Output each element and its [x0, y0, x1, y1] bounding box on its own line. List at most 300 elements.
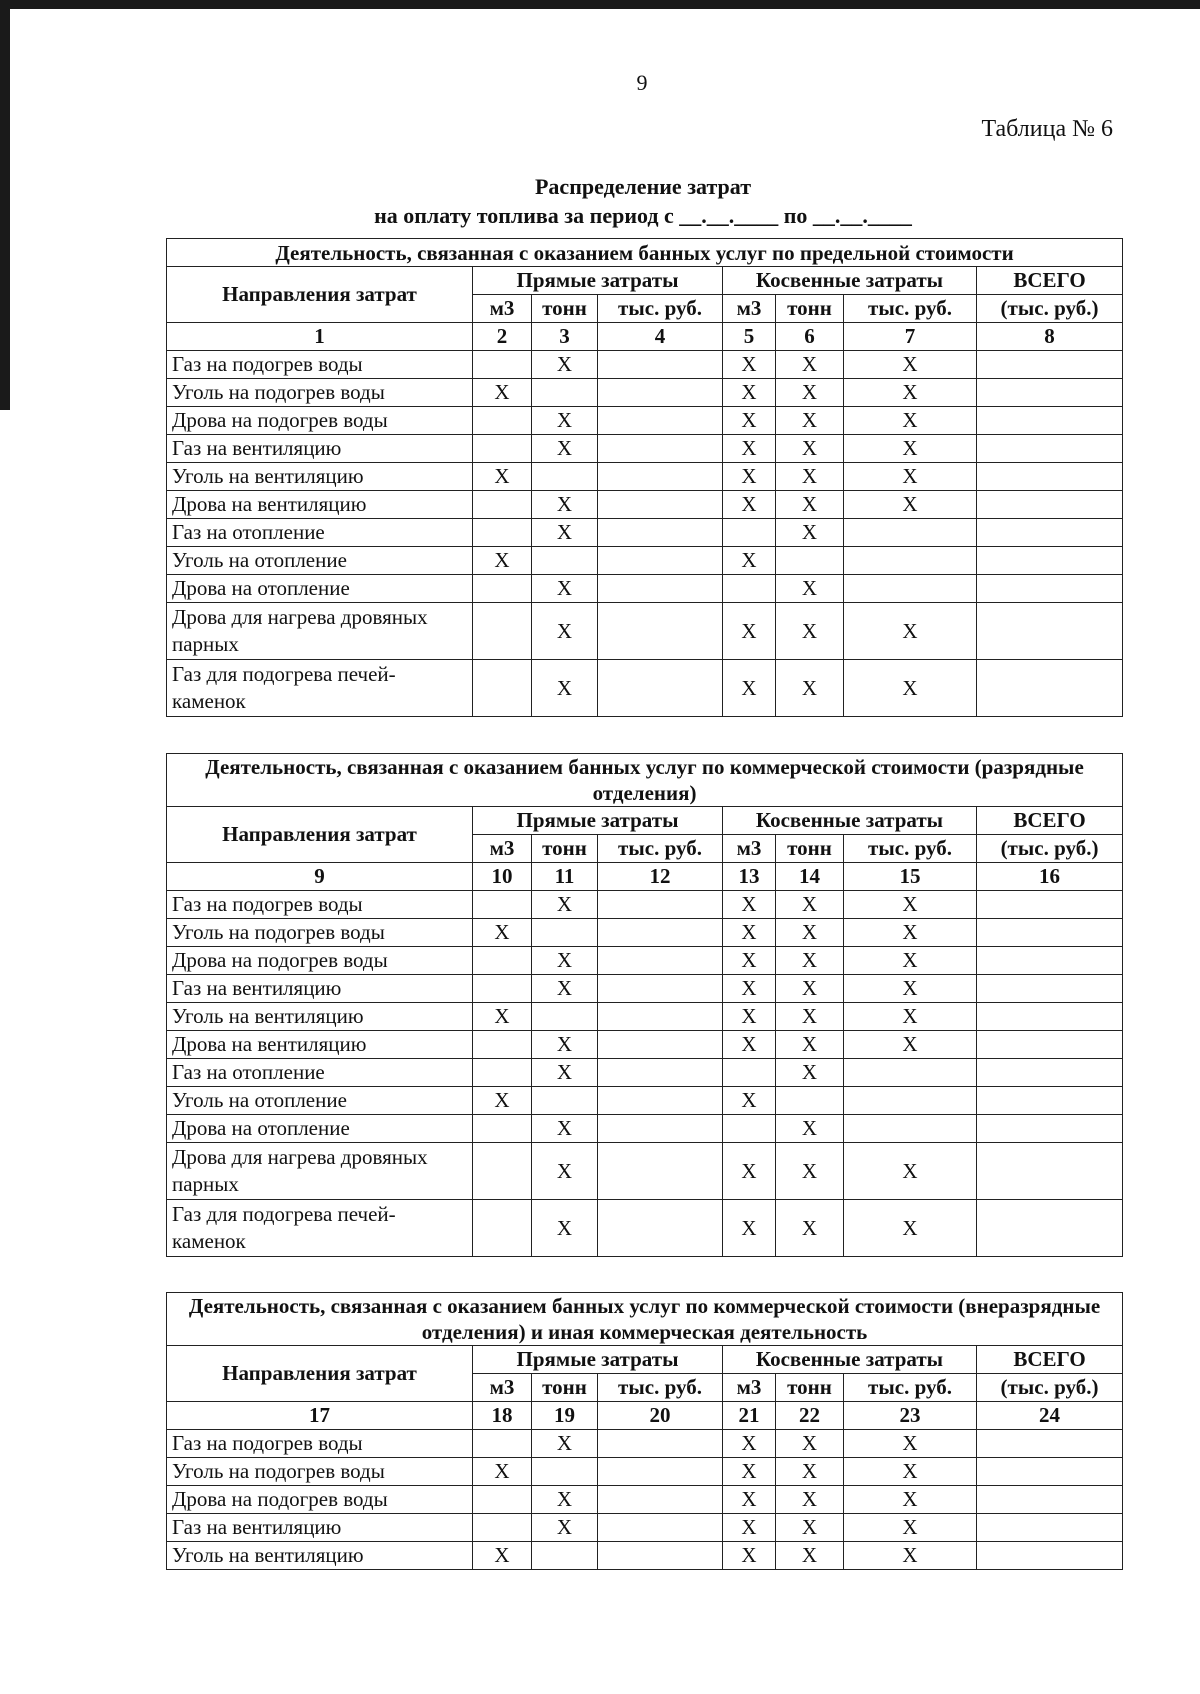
table-cell	[598, 1486, 723, 1514]
table-cell: X	[776, 379, 844, 407]
table-row	[167, 1087, 1123, 1115]
row-name: Дрова для нагрева дровяных парных	[167, 1143, 473, 1200]
table-cell	[598, 1430, 723, 1458]
column-number: 8	[977, 323, 1123, 351]
table-row	[167, 947, 1123, 975]
cost-table-2	[166, 753, 1123, 1257]
table-cell: X	[532, 603, 598, 660]
table-cell	[598, 1059, 723, 1087]
cost-table-1	[166, 238, 1123, 717]
header-indirect-costs: Косвенные затраты	[723, 1346, 977, 1374]
table-cell: X	[723, 407, 776, 435]
row-name: Газ для подогрева печей-каменок	[167, 1200, 473, 1257]
table-row	[167, 975, 1123, 1003]
subheader-tons: тонн	[532, 295, 598, 323]
table-cell: X	[844, 379, 977, 407]
subheader-m3: м3	[723, 295, 776, 323]
table-label: Таблица № 6	[981, 116, 1113, 142]
table-cell: X	[723, 1031, 776, 1059]
table-row	[167, 351, 1123, 379]
table-row	[167, 1003, 1123, 1031]
table-cell	[473, 575, 532, 603]
row-name: Уголь на отопление	[167, 1087, 473, 1115]
table-cell: X	[532, 1430, 598, 1458]
table-cell	[532, 547, 598, 575]
table-row	[167, 1514, 1123, 1542]
table-cell	[977, 947, 1123, 975]
table-cell	[598, 351, 723, 379]
table-cell: X	[844, 1542, 977, 1570]
table-cell: X	[776, 975, 844, 1003]
table-row	[167, 1143, 1123, 1200]
table-cell: X	[532, 575, 598, 603]
table-cell: X	[844, 1200, 977, 1257]
table-cell: X	[473, 547, 532, 575]
table-cell: X	[723, 891, 776, 919]
subheader-tons: тонн	[532, 1374, 598, 1402]
table-cell	[776, 547, 844, 575]
table-row	[167, 1486, 1123, 1514]
table-cell: X	[844, 1003, 977, 1031]
table-cell: X	[844, 1143, 977, 1200]
table-cell	[598, 435, 723, 463]
table-cell: X	[723, 379, 776, 407]
table-cell: X	[844, 407, 977, 435]
table-cell: X	[723, 660, 776, 717]
table-cell	[473, 1143, 532, 1200]
table-cell	[532, 379, 598, 407]
table-cell: X	[844, 491, 977, 519]
table-row	[167, 519, 1123, 547]
scan-edge-left	[0, 0, 10, 410]
row-name: Газ на подогрев воды	[167, 351, 473, 379]
header-total-unit: (тыс. руб.)	[977, 295, 1123, 323]
table-cell: X	[776, 660, 844, 717]
table-cell: X	[776, 1003, 844, 1031]
table-cell	[977, 1200, 1123, 1257]
row-name: Дрова на вентиляцию	[167, 1031, 473, 1059]
row-name: Газ на отопление	[167, 1059, 473, 1087]
title-line-2: на оплату топлива за период с __.__.____ по __.__.____	[374, 203, 912, 228]
table-cell	[473, 491, 532, 519]
subheader-rub: тыс. руб.	[598, 835, 723, 863]
table-row	[167, 491, 1123, 519]
table-cell	[598, 407, 723, 435]
column-number: 13	[723, 863, 776, 891]
table-cell	[977, 919, 1123, 947]
table-cell	[844, 575, 977, 603]
table-cell	[977, 660, 1123, 717]
table-cell: X	[723, 1143, 776, 1200]
subheader-m3: м3	[723, 1374, 776, 1402]
row-name: Газ на вентиляцию	[167, 975, 473, 1003]
page-number: 9	[636, 70, 648, 95]
table-cell	[977, 1430, 1123, 1458]
table-cell	[977, 1542, 1123, 1570]
table-cell	[532, 1003, 598, 1031]
table-cell: X	[723, 1458, 776, 1486]
table-cell: X	[776, 1542, 844, 1570]
column-number: 23	[844, 1402, 977, 1430]
table-cell: X	[532, 1059, 598, 1087]
header-direct-costs: Прямые затраты	[473, 807, 723, 835]
header-row	[167, 807, 1123, 835]
table-cell	[598, 1514, 723, 1542]
table-cell	[473, 660, 532, 717]
table-cell	[977, 547, 1123, 575]
table-cell	[598, 1087, 723, 1115]
table-cell: X	[844, 463, 977, 491]
table-row	[167, 463, 1123, 491]
header-directions: Направления затрат	[167, 267, 473, 323]
table-cell: X	[532, 947, 598, 975]
table-cell: X	[723, 491, 776, 519]
table-cell: X	[844, 919, 977, 947]
table-cell: X	[776, 1143, 844, 1200]
table-cell: X	[844, 1486, 977, 1514]
column-number: 24	[977, 1402, 1123, 1430]
table-cell: X	[723, 1200, 776, 1257]
table-cell: X	[723, 1087, 776, 1115]
table-cell: X	[776, 1458, 844, 1486]
subheader-m3: м3	[473, 1374, 532, 1402]
table-cell: X	[532, 407, 598, 435]
column-number: 14	[776, 863, 844, 891]
column-number: 21	[723, 1402, 776, 1430]
table-cell	[977, 1514, 1123, 1542]
document-title	[166, 172, 1120, 230]
header-total: ВСЕГО	[977, 1346, 1123, 1374]
header-direct-costs: Прямые затраты	[473, 267, 723, 295]
row-name: Газ на вентиляцию	[167, 1514, 473, 1542]
row-name: Дрова для нагрева дровяных парных	[167, 603, 473, 660]
table-cell	[598, 575, 723, 603]
section-title-row	[167, 1293, 1123, 1346]
table-cell: X	[532, 1200, 598, 1257]
table-cell	[723, 1059, 776, 1087]
section-title: Деятельность, связанная с оказанием банных услуг по предельной стоимости	[167, 239, 1123, 267]
table-cell	[598, 519, 723, 547]
table-cell	[473, 1200, 532, 1257]
table-cell	[723, 575, 776, 603]
table-cell: X	[776, 1200, 844, 1257]
subheader-m3: м3	[473, 295, 532, 323]
table-cell: X	[723, 435, 776, 463]
table-cell: X	[776, 407, 844, 435]
table-cell	[723, 1115, 776, 1143]
section-title-row	[167, 754, 1123, 807]
table-cell	[473, 891, 532, 919]
table-cell: X	[844, 1458, 977, 1486]
table-cell: X	[844, 660, 977, 717]
column-numbers-row	[167, 323, 1123, 351]
column-number: 17	[167, 1402, 473, 1430]
table-cell	[776, 1087, 844, 1115]
table-cell	[473, 1059, 532, 1087]
table-row	[167, 1031, 1123, 1059]
row-name: Уголь на подогрев воды	[167, 379, 473, 407]
table-cell: X	[723, 919, 776, 947]
table-cell	[977, 575, 1123, 603]
table-cell: X	[473, 1087, 532, 1115]
table-cell: X	[776, 491, 844, 519]
table-cell: X	[723, 603, 776, 660]
table-cell	[473, 603, 532, 660]
table-cell	[598, 947, 723, 975]
table-cell: X	[844, 1514, 977, 1542]
row-name: Дрова на отопление	[167, 575, 473, 603]
subheader-tons: тонн	[776, 835, 844, 863]
table-cell: X	[776, 435, 844, 463]
table-cell	[598, 1542, 723, 1570]
table-row	[167, 1115, 1123, 1143]
column-number: 6	[776, 323, 844, 351]
section-title: Деятельность, связанная с оказанием банных услуг по коммерческой стоимости (разрядные отделения)	[167, 754, 1123, 807]
table-cell: X	[776, 1059, 844, 1087]
subheader-m3: м3	[473, 835, 532, 863]
column-number: 16	[977, 863, 1123, 891]
table-cell	[598, 603, 723, 660]
table-cell	[473, 947, 532, 975]
table-cell	[598, 379, 723, 407]
row-name: Газ для подогрева печей-каменок	[167, 660, 473, 717]
table-cell: X	[776, 1514, 844, 1542]
column-number: 18	[473, 1402, 532, 1430]
table-cell: X	[532, 1514, 598, 1542]
column-number: 3	[532, 323, 598, 351]
table-cell: X	[844, 603, 977, 660]
subheader-rub: тыс. руб.	[598, 295, 723, 323]
table-cell	[977, 379, 1123, 407]
column-number: 4	[598, 323, 723, 351]
table-cell	[844, 547, 977, 575]
table-cell	[977, 1031, 1123, 1059]
table-cell	[977, 1143, 1123, 1200]
column-number: 19	[532, 1402, 598, 1430]
table-row	[167, 1059, 1123, 1087]
table-row	[167, 407, 1123, 435]
table-cell: X	[776, 351, 844, 379]
table-cell: X	[844, 891, 977, 919]
table-cell: X	[723, 1514, 776, 1542]
row-name: Уголь на вентиляцию	[167, 1542, 473, 1570]
column-numbers-row	[167, 863, 1123, 891]
header-total: ВСЕГО	[977, 807, 1123, 835]
table-cell	[473, 407, 532, 435]
table-cell	[598, 1143, 723, 1200]
table-cell: X	[776, 947, 844, 975]
column-number: 7	[844, 323, 977, 351]
table-cell: X	[723, 463, 776, 491]
table-cell	[977, 891, 1123, 919]
table-cell: X	[776, 463, 844, 491]
table-cell	[473, 1031, 532, 1059]
table-cell: X	[532, 435, 598, 463]
section-title: Деятельность, связанная с оказанием банных услуг по коммерческой стоимости (внеразрядные отделения) и иная коммерческая деятельность	[167, 1293, 1123, 1346]
row-name: Дрова на подогрев воды	[167, 947, 473, 975]
table-cell	[473, 1115, 532, 1143]
table-cell: X	[532, 1115, 598, 1143]
header-row	[167, 1346, 1123, 1374]
table-cell: X	[723, 547, 776, 575]
table-cell	[598, 491, 723, 519]
row-name: Уголь на подогрев воды	[167, 919, 473, 947]
table-cell: X	[532, 1143, 598, 1200]
subheader-rub: тыс. руб.	[844, 295, 977, 323]
subheader-tons: тонн	[776, 1374, 844, 1402]
table-cell: X	[473, 1458, 532, 1486]
subheader-rub: тыс. руб.	[844, 1374, 977, 1402]
table-cell	[598, 547, 723, 575]
row-name: Дрова на подогрев воды	[167, 1486, 473, 1514]
table-cell	[532, 463, 598, 491]
table-cell: X	[844, 435, 977, 463]
table-cell	[598, 463, 723, 491]
row-name: Газ на вентиляцию	[167, 435, 473, 463]
table-cell	[977, 491, 1123, 519]
row-name: Уголь на вентиляцию	[167, 1003, 473, 1031]
table-cell: X	[723, 351, 776, 379]
row-name: Дрова на отопление	[167, 1115, 473, 1143]
table-cell: X	[532, 519, 598, 547]
table-cell	[598, 1458, 723, 1486]
table-cell: X	[532, 891, 598, 919]
table-row	[167, 891, 1123, 919]
column-numbers-row	[167, 1402, 1123, 1430]
row-name: Уголь на подогрев воды	[167, 1458, 473, 1486]
table-cell	[977, 1087, 1123, 1115]
table-row	[167, 1430, 1123, 1458]
table-row	[167, 919, 1123, 947]
table-cell: X	[844, 1430, 977, 1458]
table-row	[167, 660, 1123, 717]
table-cell: X	[844, 975, 977, 1003]
table-cell	[598, 1200, 723, 1257]
table-cell	[977, 975, 1123, 1003]
column-number: 2	[473, 323, 532, 351]
table-row	[167, 575, 1123, 603]
table-cell: X	[532, 660, 598, 717]
row-name: Газ на подогрев воды	[167, 1430, 473, 1458]
table-cell: X	[532, 1031, 598, 1059]
table-cell	[473, 1430, 532, 1458]
table-cell: X	[532, 351, 598, 379]
table-cell	[598, 919, 723, 947]
table-cell	[977, 435, 1123, 463]
table-cell	[977, 351, 1123, 379]
table-cell	[977, 1059, 1123, 1087]
column-number: 9	[167, 863, 473, 891]
table-row	[167, 547, 1123, 575]
table-row	[167, 1542, 1123, 1570]
table-cell	[977, 407, 1123, 435]
table-cell: X	[532, 975, 598, 1003]
table-cell	[598, 975, 723, 1003]
table-cell: X	[776, 1031, 844, 1059]
table-cell: X	[844, 1031, 977, 1059]
scan-edge-top	[0, 0, 1200, 9]
table-cell: X	[723, 1486, 776, 1514]
table-cell	[844, 519, 977, 547]
subheader-rub: тыс. руб.	[844, 835, 977, 863]
header-indirect-costs: Косвенные затраты	[723, 267, 977, 295]
table-cell	[473, 351, 532, 379]
table-cell	[473, 1486, 532, 1514]
table-cell	[532, 1458, 598, 1486]
table-cell: X	[532, 1486, 598, 1514]
table-cell	[844, 1087, 977, 1115]
cost-table-3	[166, 1292, 1123, 1570]
table-cell: X	[776, 603, 844, 660]
table-cell: X	[723, 1430, 776, 1458]
table-cell: X	[723, 975, 776, 1003]
header-directions: Направления затрат	[167, 1346, 473, 1402]
table-cell	[844, 1115, 977, 1143]
table-row	[167, 603, 1123, 660]
row-name: Уголь на отопление	[167, 547, 473, 575]
table-cell	[977, 1458, 1123, 1486]
header-directions: Направления затрат	[167, 807, 473, 863]
subheader-tons: тонн	[532, 835, 598, 863]
table-cell: X	[473, 463, 532, 491]
table-cell: X	[723, 947, 776, 975]
table-cell: X	[776, 919, 844, 947]
table-cell	[473, 1514, 532, 1542]
subheader-tons: тонн	[776, 295, 844, 323]
table-cell: X	[776, 1115, 844, 1143]
table-cell	[473, 435, 532, 463]
row-name: Газ на отопление	[167, 519, 473, 547]
table-cell: X	[844, 351, 977, 379]
table-cell	[473, 519, 532, 547]
section-title-row	[167, 239, 1123, 267]
table-row	[167, 435, 1123, 463]
table-cell: X	[473, 1003, 532, 1031]
table-cell: X	[776, 575, 844, 603]
table-cell	[598, 660, 723, 717]
table-cell: X	[473, 919, 532, 947]
table-cell	[598, 1003, 723, 1031]
column-number: 1	[167, 323, 473, 351]
row-name: Уголь на вентиляцию	[167, 463, 473, 491]
table-cell: X	[776, 1486, 844, 1514]
table-cell	[532, 1542, 598, 1570]
table-cell: X	[532, 491, 598, 519]
table-cell	[598, 1115, 723, 1143]
table-cell: X	[844, 947, 977, 975]
column-number: 5	[723, 323, 776, 351]
table-cell	[977, 1486, 1123, 1514]
table-cell	[977, 603, 1123, 660]
header-total-unit: (тыс. руб.)	[977, 1374, 1123, 1402]
row-name: Дрова на вентиляцию	[167, 491, 473, 519]
table-cell: X	[776, 1430, 844, 1458]
table-cell	[532, 1087, 598, 1115]
header-row	[167, 267, 1123, 295]
table-cell: X	[776, 891, 844, 919]
header-indirect-costs: Косвенные затраты	[723, 807, 977, 835]
table-cell	[977, 1003, 1123, 1031]
column-number: 15	[844, 863, 977, 891]
column-number: 12	[598, 863, 723, 891]
table-cell: X	[473, 379, 532, 407]
table-cell: X	[473, 1542, 532, 1570]
header-total-unit: (тыс. руб.)	[977, 835, 1123, 863]
table-cell	[598, 1031, 723, 1059]
row-name: Газ на подогрев воды	[167, 891, 473, 919]
header-direct-costs: Прямые затраты	[473, 1346, 723, 1374]
table-cell	[977, 463, 1123, 491]
